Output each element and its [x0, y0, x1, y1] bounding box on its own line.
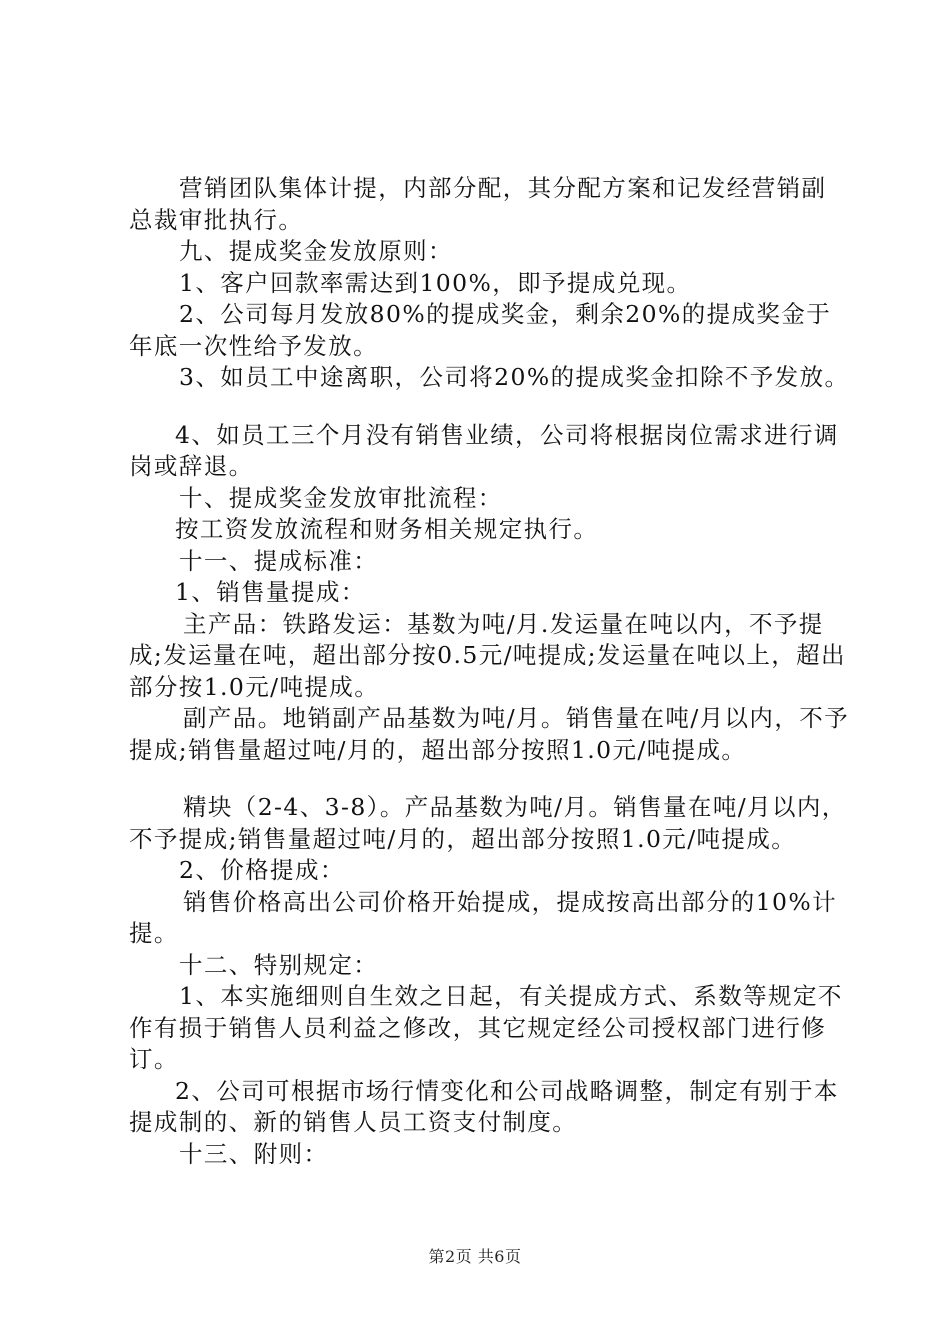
- paragraph: 2、公司可根据市场行情变化和公司战略调整，制定有别于本提成制的、新的销售人员工资支付制度。: [129, 1076, 839, 1136]
- paragraph: 营销团队集体计提，内部分配，其分配方案和记发经营销副总裁审批执行。: [129, 174, 827, 234]
- paragraph: 销售价格高出公司价格开始提成，提成按高出部分的10%计提。: [129, 887, 838, 947]
- paragraph: 按工资发放流程和财务相关规定执行。: [175, 515, 599, 543]
- paragraph: 主产品：铁路发运：基数为吨/月.发运量在吨以内，不予提成;发运量在吨，超出部分按0.5元/吨提成;发运量在吨以上，超出部分按1.0元/吨提成。: [129, 609, 846, 701]
- page-footer: 第2页 共6页: [428, 1247, 522, 1266]
- section-heading: 十、提成奖金发放审批流程：: [179, 483, 503, 512]
- paragraph: 精块（2-4、3-8）。产品基数为吨/月。销售量在吨/月以内，不予提成;销售量超过吨/月的，超出部分按照1.0元/吨提成。: [129, 793, 847, 853]
- paragraph: 4、如员工三个月没有销售业绩，公司将根据岗位需求进行调岗或辞退。: [129, 420, 839, 480]
- paragraph: 1、本实施细则自生效之日起，有关提成方式、系数等规定不作有损于销售人员利益之修改，其它规定经公司授权部门进行修订。: [129, 982, 843, 1073]
- section-heading: 九、提成奖金发放原则：: [179, 237, 453, 265]
- paragraph: 1、客户回款率需达到100%，即予提成兑现。: [179, 268, 692, 297]
- paragraph-gap: [129, 766, 851, 792]
- paragraph: 2、公司每月发放80%的提成奖金，剩余20%的提成奖金于年底一次性给予发放。: [129, 300, 832, 360]
- document-body: [129, 173, 851, 1170]
- paragraph: 1、销售量提成：: [175, 578, 366, 606]
- section-heading: 2、价格提成：: [179, 856, 345, 884]
- paragraph-gap: [129, 394, 851, 420]
- paragraph: 副产品。地销副产品基数为吨/月。销售量在吨/月以内，不予提成;销售量超过吨/月的，超出部分按照1.0元/吨提成。: [129, 704, 850, 764]
- section-heading: 十一、提成标准：: [179, 546, 379, 575]
- section-heading: 十二、特别规定：: [179, 950, 379, 979]
- section-heading: 十三、附则：: [179, 1139, 329, 1168]
- paragraph: 3、如员工中途离职，公司将20%的提成奖金扣除不予发放。: [179, 363, 850, 391]
